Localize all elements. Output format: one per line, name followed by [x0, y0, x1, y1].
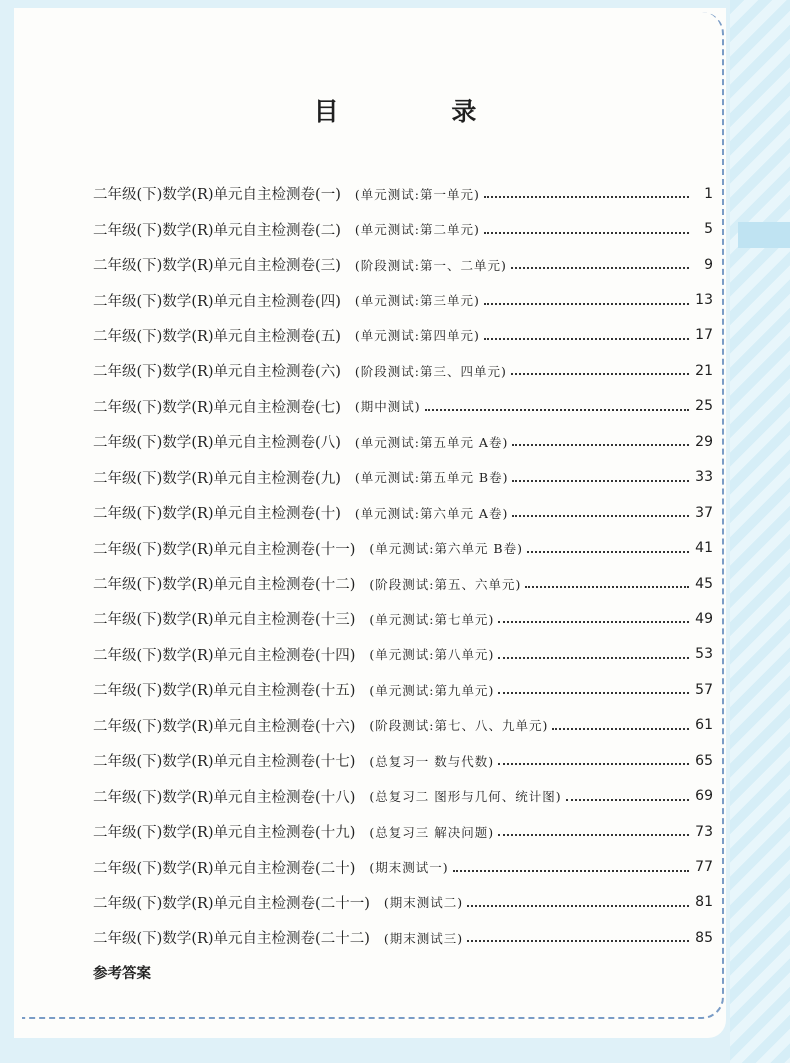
toc-entry-note: (总复习一 数与代数) — [369, 753, 495, 769]
toc-entry-note: (期末测试三) — [383, 930, 464, 946]
toc-entry-note: (单元测试:第六单元 A卷) — [354, 505, 509, 521]
toc-page-number: 25 — [695, 398, 713, 415]
toc-entry-title: 二年级(下)数学(R)单元自主检测卷(二十) — [93, 860, 356, 877]
toc-entry-title: 二年级(下)数学(R)单元自主检测卷(十五) — [93, 683, 356, 700]
answers-entry[interactable]: 参考答案 — [93, 966, 151, 982]
toc-entry-note: (单元测试:第九单元) — [369, 682, 495, 698]
toc-page-number: 45 — [695, 575, 713, 592]
toc-entry-note: (单元测试:第八单元) — [369, 647, 495, 663]
toc-page-number: 5 — [704, 221, 713, 238]
toc-entry-note: (单元测试:第五单元 B卷) — [354, 470, 509, 486]
toc-entry[interactable] — [93, 176, 713, 211]
toc-entry-note: (期末测试一) — [369, 860, 449, 876]
toc-entry-note: (单元测试:第四单元) — [354, 328, 480, 344]
toc-page-number: 9 — [704, 256, 713, 273]
toc-entry-title: 二年级(下)数学(R)单元自主检测卷(十九) — [93, 825, 356, 842]
dot-leader — [512, 443, 689, 446]
dot-leader — [484, 231, 689, 234]
toc-entry[interactable] — [93, 849, 713, 884]
toc-entry-note: (阶段测试:第七、八、九单元) — [369, 718, 549, 734]
toc-entry-title: 二年级(下)数学(R)单元自主检测卷(十二) — [93, 577, 356, 594]
toc-entry[interactable] — [93, 708, 713, 743]
toc-page-number: 17 — [695, 327, 713, 344]
toc-entry[interactable] — [93, 530, 713, 565]
toc-entry-title: 二年级(下)数学(R)单元自主检测卷(七) — [93, 399, 341, 416]
toc-entry[interactable] — [93, 460, 713, 495]
toc-entry[interactable] — [93, 353, 713, 388]
toc-entry[interactable] — [93, 424, 713, 459]
toc-entry-title: 二年级(下)数学(R)单元自主检测卷(八) — [93, 435, 341, 452]
dot-leader — [484, 195, 689, 198]
toc-entry-title: 二年级(下)数学(R)单元自主检测卷(六) — [93, 364, 341, 381]
toc-entry[interactable] — [93, 282, 713, 317]
dot-leader — [512, 479, 689, 482]
toc-entry-note: (期末测试二) — [383, 895, 464, 911]
toc-entry[interactable] — [93, 211, 713, 246]
dot-leader — [498, 691, 689, 694]
page-title: 目 录 — [313, 97, 529, 126]
toc-entry-title: 二年级(下)数学(R)单元自主检测卷(三) — [93, 258, 341, 275]
toc-page-number: 61 — [695, 717, 713, 734]
toc-entry-title: 二年级(下)数学(R)单元自主检测卷(十八) — [93, 789, 356, 806]
toc-page-number: 29 — [695, 433, 713, 450]
dot-leader — [498, 656, 689, 659]
toc-entry-title: 二年级(下)数学(R)单元自主检测卷(一) — [93, 187, 341, 204]
toc-page-number: 33 — [695, 469, 713, 486]
toc-entry-title: 二年级(下)数学(R)单元自主检测卷(十四) — [93, 647, 356, 664]
dot-leader — [566, 798, 689, 801]
toc-entry[interactable] — [93, 778, 713, 813]
toc-entry[interactable] — [93, 566, 713, 601]
toc-page-number: 37 — [695, 504, 713, 521]
toc-entry-note: (单元测试:第七单元) — [369, 611, 495, 627]
toc-entry-note: (总复习二 图形与几何、统计图) — [369, 789, 562, 805]
toc-entry-title: 二年级(下)数学(R)单元自主检测卷(十一) — [93, 541, 356, 558]
toc-entry-note: (单元测试:第三单元) — [354, 293, 480, 309]
toc-entry[interactable] — [93, 637, 713, 672]
toc-page-number: 65 — [695, 752, 713, 769]
toc-entry-title: 二年级(下)数学(R)单元自主检测卷(九) — [93, 470, 341, 487]
dot-leader — [498, 762, 689, 765]
dot-leader — [484, 302, 689, 305]
toc-entry-note: (单元测试:第五单元 A卷) — [354, 434, 509, 450]
dot-leader — [511, 266, 689, 269]
toc-page-number: 81 — [695, 894, 713, 911]
toc-page-number: 1 — [704, 185, 713, 202]
toc-entry[interactable] — [93, 601, 713, 636]
toc-page-number: 41 — [695, 540, 713, 557]
toc-page-number: 57 — [695, 681, 713, 698]
toc-entry-note: (阶段测试:第三、四单元) — [354, 363, 507, 379]
toc-page-number: 13 — [695, 292, 713, 309]
toc-entry-title: 二年级(下)数学(R)单元自主检测卷(十) — [93, 506, 341, 523]
toc-entry-title: 二年级(下)数学(R)单元自主检测卷(十七) — [93, 754, 356, 771]
dot-leader — [453, 869, 689, 872]
dot-leader — [511, 372, 689, 375]
toc-entry-note: (单元测试:第二单元) — [354, 222, 480, 238]
toc-page-number: 21 — [695, 362, 713, 379]
toc-entry[interactable] — [93, 389, 713, 424]
toc-page-number: 53 — [695, 646, 713, 663]
toc-entry-note: (总复习三 解决问题) — [369, 824, 495, 840]
background-stripes — [730, 0, 790, 1063]
toc-page-number: 73 — [695, 823, 713, 840]
toc-entry-title: 二年级(下)数学(R)单元自主检测卷(五) — [93, 328, 341, 345]
toc-entry-title: 二年级(下)数学(R)单元自主检测卷(二) — [93, 222, 341, 239]
dot-leader — [467, 939, 689, 942]
toc-entry[interactable] — [93, 495, 713, 530]
toc-page-number: 77 — [695, 859, 713, 876]
dot-leader — [498, 620, 689, 623]
dot-leader — [484, 337, 689, 340]
dot-leader — [525, 585, 689, 588]
dot-leader — [512, 514, 689, 517]
toc-entry[interactable] — [93, 920, 713, 955]
toc-entry-note: (阶段测试:第五、六单元) — [369, 576, 522, 592]
toc-entry[interactable] — [93, 743, 713, 778]
toc-entry-note: (期中测试) — [354, 399, 421, 415]
toc-entry-title: 二年级(下)数学(R)单元自主检测卷(十六) — [93, 718, 356, 735]
toc-entry-title: 二年级(下)数学(R)单元自主检测卷(十三) — [93, 612, 356, 629]
toc-page-number: 49 — [695, 610, 713, 627]
toc-entry[interactable] — [93, 814, 713, 849]
toc-entry[interactable] — [93, 318, 713, 353]
dot-leader — [552, 727, 689, 730]
table-of-contents — [93, 176, 713, 956]
toc-entry-title: 二年级(下)数学(R)单元自主检测卷(二十二) — [93, 931, 370, 948]
toc-entry-note: (单元测试:第六单元 B卷) — [369, 541, 523, 557]
dot-leader — [425, 408, 689, 411]
side-ribbon — [738, 222, 790, 248]
toc-page-number: 85 — [695, 929, 713, 946]
toc-entry-note: (阶段测试:第一、二单元) — [354, 257, 507, 273]
dot-leader — [527, 550, 689, 553]
toc-entry[interactable] — [93, 247, 713, 282]
toc-entry-title: 二年级(下)数学(R)单元自主检测卷(四) — [93, 293, 341, 310]
toc-entry-title: 二年级(下)数学(R)单元自主检测卷(二十一) — [93, 895, 370, 912]
toc-page-number: 69 — [695, 788, 713, 805]
toc-entry[interactable] — [93, 885, 713, 920]
dot-leader — [498, 833, 689, 836]
toc-entry-note: (单元测试:第一单元) — [354, 186, 480, 202]
dot-leader — [467, 904, 689, 907]
toc-entry[interactable] — [93, 672, 713, 707]
